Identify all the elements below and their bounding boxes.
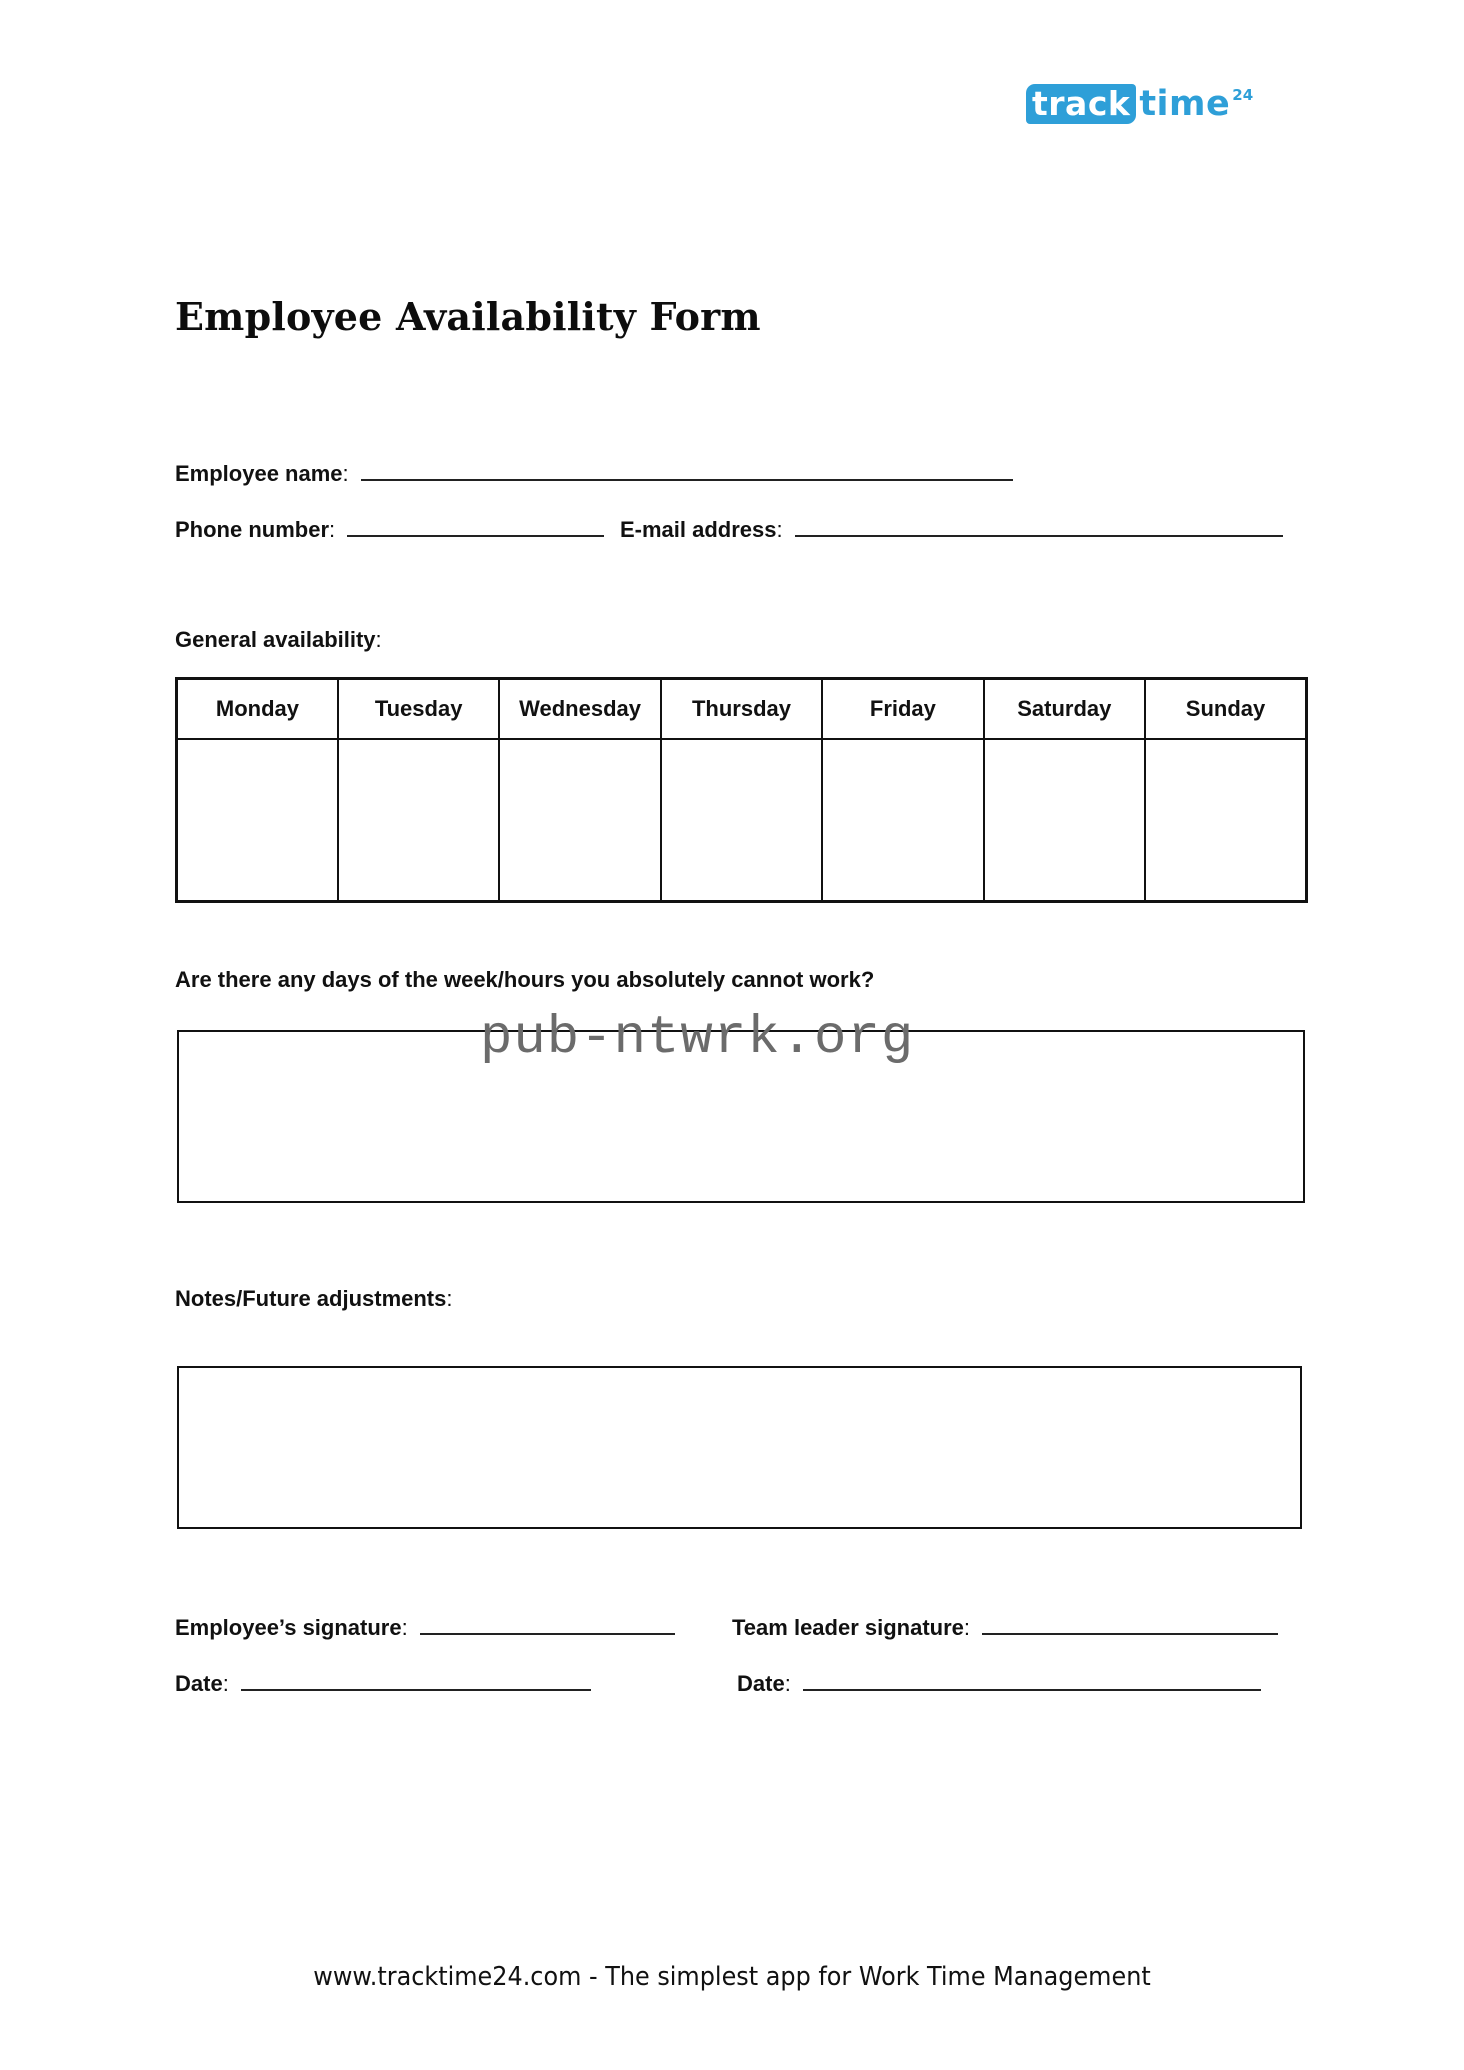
notes-box[interactable]: [177, 1366, 1302, 1529]
logo-24: 24: [1232, 86, 1254, 104]
phone-label: Phone number: [175, 517, 330, 542]
employee-signature-field: Employee’s signature:: [175, 1613, 675, 1641]
employee-date-field: Date:: [175, 1669, 591, 1697]
employee-name-label: Employee name: [175, 461, 343, 486]
tuesday-cell[interactable]: [338, 739, 499, 902]
tracktime24-logo: [1026, 84, 1253, 128]
watermark: pub-ntwrk.org: [480, 1008, 915, 1069]
saturday-cell[interactable]: [984, 739, 1145, 902]
team-leader-signature-label: Team leader signature: [732, 1615, 964, 1640]
employee-signature-input[interactable]: [420, 1613, 675, 1635]
employee-date-label: Date: [175, 1671, 223, 1696]
employee-name-field: Employee name:: [175, 459, 1013, 487]
employee-date-input[interactable]: [241, 1669, 591, 1691]
col-friday: Friday: [822, 679, 983, 740]
friday-cell[interactable]: [822, 739, 983, 902]
col-tuesday: Tuesday: [338, 679, 499, 740]
page-title: Employee Availability Form: [175, 294, 761, 339]
email-field: E-mail address:: [620, 515, 1283, 543]
email-label: E-mail address: [620, 517, 777, 542]
logo-time: time: [1139, 84, 1231, 124]
col-sunday: Sunday: [1145, 679, 1306, 740]
employee-signature-label: Employee’s signature: [175, 1615, 402, 1640]
phone-field: Phone number:: [175, 515, 604, 543]
sunday-cell[interactable]: [1145, 739, 1306, 902]
general-availability-label: General availability:: [175, 627, 382, 652]
col-thursday: Thursday: [661, 679, 822, 740]
team-leader-signature-field: Team leader signature:: [732, 1613, 1278, 1641]
email-input[interactable]: [795, 515, 1283, 537]
table-header-row: [177, 679, 1307, 740]
thursday-cell[interactable]: [661, 739, 822, 902]
footer-text: www.tracktime24.com - The simplest app for Work Time Management: [313, 1962, 1151, 1992]
wednesday-cell[interactable]: [499, 739, 660, 902]
availability-table: [175, 677, 1308, 903]
team-leader-date-field: Date:: [737, 1669, 1261, 1697]
logo-track: track: [1026, 84, 1136, 124]
team-leader-date-label: Date: [737, 1671, 785, 1696]
col-monday: Monday: [177, 679, 338, 740]
monday-cell[interactable]: [177, 739, 338, 902]
cannot-work-question: Are there any days of the week/hours you absolutely cannot work?: [175, 967, 875, 992]
notes-label: Notes/Future adjustments:: [175, 1286, 453, 1311]
team-leader-date-input[interactable]: [803, 1669, 1261, 1691]
phone-input[interactable]: [347, 515, 604, 537]
team-leader-signature-input[interactable]: [982, 1613, 1278, 1635]
col-saturday: Saturday: [984, 679, 1145, 740]
table-row: [177, 739, 1307, 902]
employee-name-input[interactable]: [361, 459, 1013, 481]
col-wednesday: Wednesday: [499, 679, 660, 740]
